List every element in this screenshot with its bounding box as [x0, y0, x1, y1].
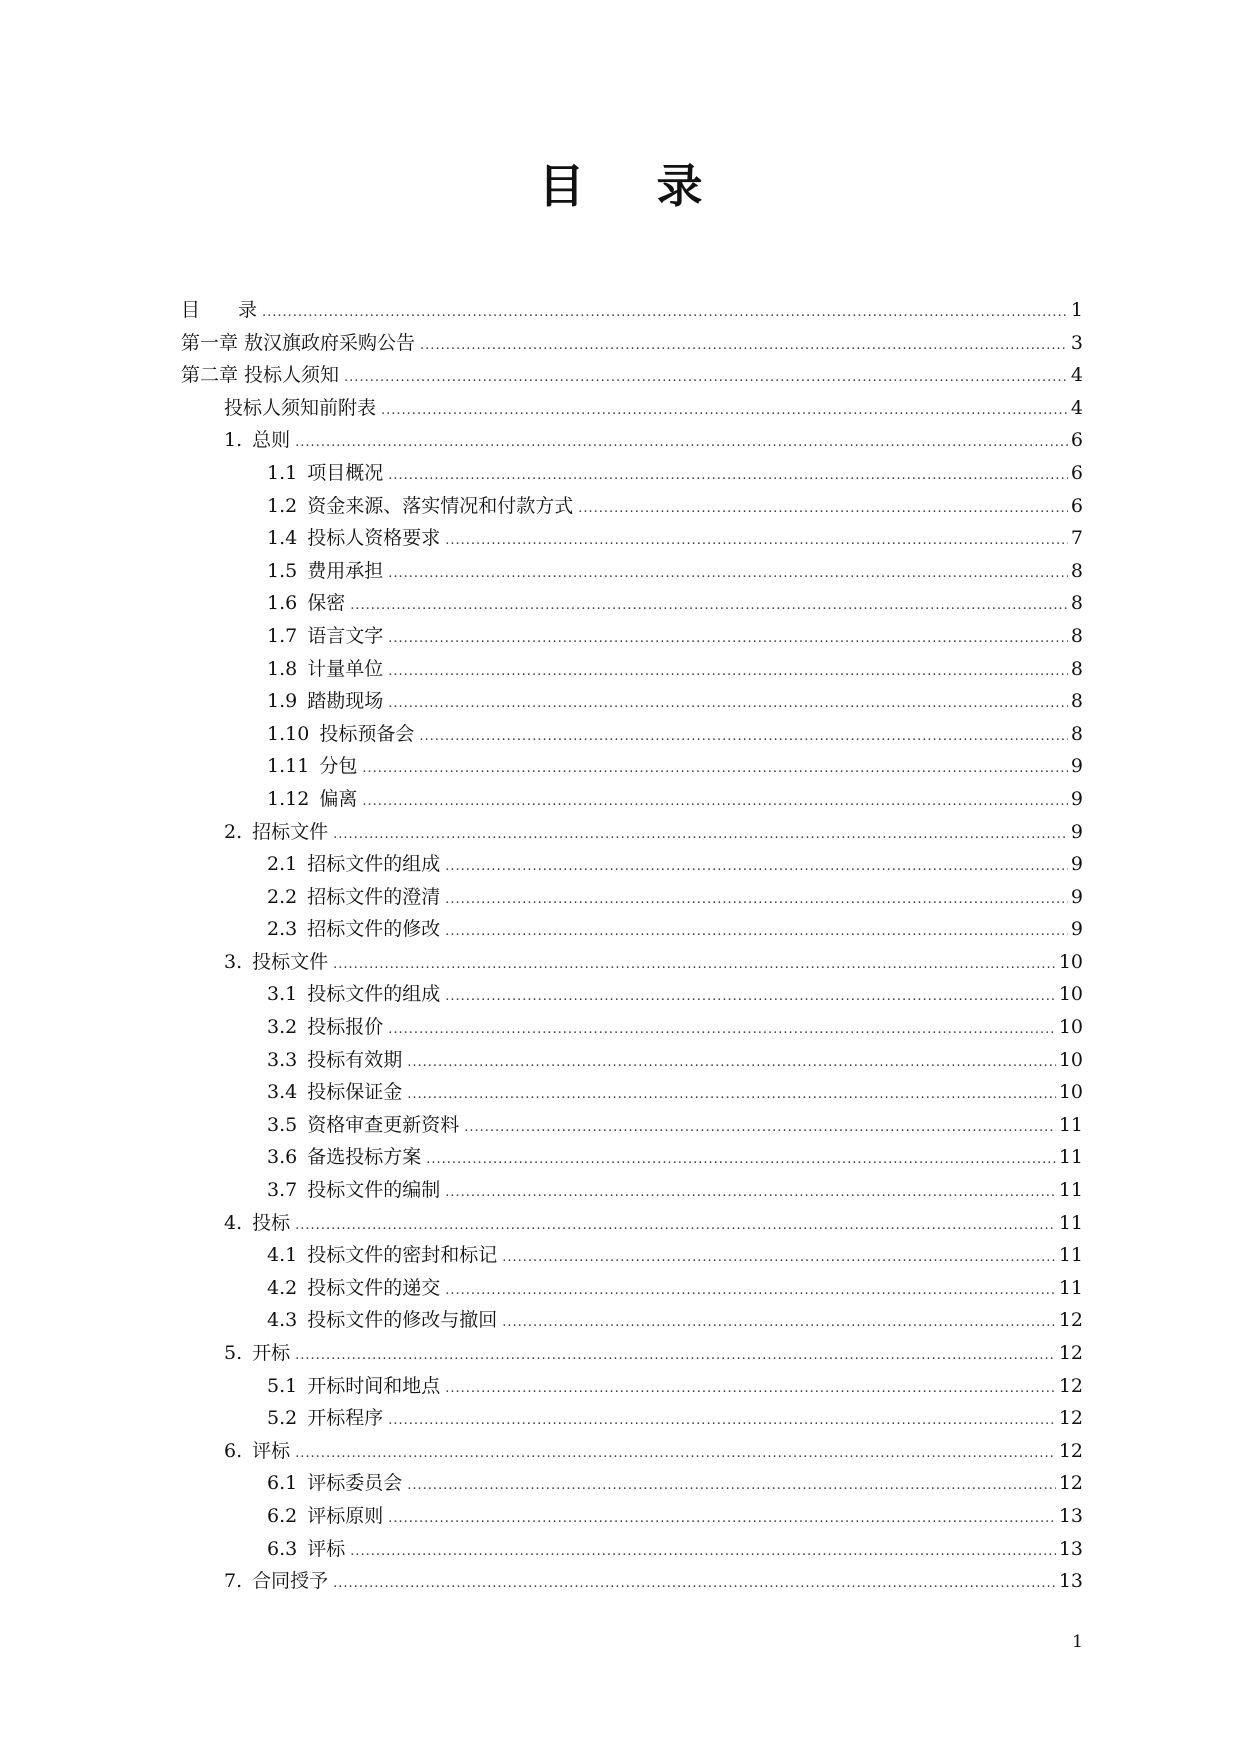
- toc-entry-title: 计量单位: [307, 657, 384, 680]
- toc-entry[interactable]: [181, 1370, 1083, 1403]
- toc-entry-number: 1.4: [267, 527, 298, 550]
- toc-entry[interactable]: [181, 1435, 1083, 1468]
- toc-entry[interactable]: [181, 1076, 1083, 1109]
- toc-entry-number: 1.12: [267, 787, 310, 810]
- toc-dot-leader: [502, 1307, 1056, 1340]
- page-number: 1: [1072, 1632, 1083, 1652]
- toc-entry-page: 11: [1058, 1146, 1083, 1169]
- toc-entry-number: 6.: [224, 1439, 243, 1462]
- toc-entry-page: 13: [1058, 1537, 1083, 1560]
- toc-entry-page: 4: [1070, 364, 1083, 387]
- toc-entry-page: 4: [1070, 396, 1083, 419]
- toc-entry[interactable]: [181, 1500, 1083, 1533]
- toc-entry-number: 3.4: [267, 1081, 298, 1104]
- toc-entry-title: 投标文件的编制: [307, 1179, 441, 1202]
- toc-entry-page: 6: [1070, 429, 1083, 452]
- toc-entry-title: 合同授予: [252, 1570, 329, 1593]
- toc-entry[interactable]: [181, 1467, 1083, 1500]
- toc-dot-leader: [333, 949, 1056, 982]
- toc-entry-title: 评标原则: [307, 1504, 384, 1527]
- toc-entry-title: 招标文件的修改: [307, 918, 441, 941]
- toc-entry-number: 3.6: [267, 1146, 298, 1169]
- toc-entry[interactable]: [181, 913, 1083, 946]
- toc-dot-leader: [295, 1210, 1056, 1243]
- toc-entry-number: 4.1: [267, 1244, 298, 1267]
- toc-entry-number: 2.3: [267, 918, 298, 941]
- toc-entry-page: 12: [1058, 1309, 1083, 1332]
- toc-entry-page: 6: [1070, 461, 1083, 484]
- toc-dot-leader: [445, 884, 1068, 917]
- toc-entry-number: 1.6: [267, 592, 298, 615]
- toc-entry-title: 投标有效期: [307, 1048, 403, 1071]
- toc-entry-number: 3.3: [267, 1048, 298, 1071]
- toc-entry[interactable]: [181, 1174, 1083, 1207]
- toc-dot-leader: [502, 1242, 1056, 1275]
- toc-entry[interactable]: [181, 1207, 1083, 1240]
- toc-entry-title: 目 录: [181, 299, 258, 321]
- toc-entry[interactable]: [181, 1272, 1083, 1305]
- toc-entry-page: 10: [1058, 1081, 1083, 1104]
- toc-entry-title: 投标文件的递交: [307, 1276, 441, 1299]
- toc-dot-leader: [445, 1275, 1056, 1308]
- toc-dot-leader: [381, 395, 1068, 428]
- toc-entry[interactable]: [181, 294, 1083, 327]
- toc-entry-number: 6.2: [267, 1504, 298, 1527]
- toc-entry[interactable]: [181, 1011, 1083, 1044]
- toc-entry[interactable]: [181, 848, 1083, 881]
- toc-entry-title: 分包: [319, 755, 358, 778]
- toc-entry-title: 备选投标方案: [307, 1146, 422, 1169]
- toc-entry-number: 2.2: [267, 885, 298, 908]
- toc-entry-title: 招标文件的组成: [307, 853, 441, 876]
- toc-dot-leader: [344, 362, 1068, 395]
- toc-entry[interactable]: [181, 457, 1083, 490]
- toc-entry-page: 7: [1070, 527, 1083, 550]
- toc-entry-title: 第一章 敖汉旗政府采购公告: [181, 331, 416, 354]
- toc-entry-number: 1.5: [267, 559, 298, 582]
- toc-entry[interactable]: [181, 1239, 1083, 1272]
- toc-entry-number: 4.3: [267, 1309, 298, 1332]
- toc-entry-page: 9: [1070, 885, 1083, 908]
- toc-dot-leader: [333, 1568, 1056, 1601]
- toc-dot-leader: [350, 1536, 1056, 1569]
- toc-entry-title: 保密: [307, 592, 346, 615]
- toc-entry[interactable]: [181, 587, 1083, 620]
- toc-entry-page: 11: [1058, 1276, 1083, 1299]
- toc-entry-number: 3.2: [267, 1016, 298, 1039]
- toc-entry-title: 第二章 投标人须知: [181, 364, 340, 387]
- toc-entry[interactable]: [181, 1044, 1083, 1077]
- toc-entry-title: 投标人资格要求: [307, 527, 441, 550]
- toc-dot-leader: [407, 1470, 1056, 1503]
- toc-dot-leader: [262, 297, 1068, 330]
- toc-entry-title: 投标文件的修改与撤回: [307, 1309, 498, 1332]
- toc-dot-leader: [464, 1112, 1056, 1145]
- toc-entry-title: 招标文件: [252, 820, 329, 843]
- toc-entry-page: 9: [1070, 755, 1083, 778]
- toc-entry-number: 1.2: [267, 494, 298, 517]
- toc-entry-number: 1.1: [267, 461, 298, 484]
- toc-dot-leader: [445, 851, 1068, 884]
- toc-entry[interactable]: [181, 555, 1083, 588]
- toc-entry-page: 12: [1058, 1439, 1083, 1462]
- toc-entry[interactable]: [181, 946, 1083, 979]
- toc-entry-title: 评标: [307, 1537, 346, 1560]
- toc-entry-page: 8: [1070, 559, 1083, 582]
- toc-entry-page: 10: [1058, 983, 1083, 1006]
- toc-dot-leader: [426, 1144, 1056, 1177]
- toc-entry-number: 3.: [224, 950, 243, 973]
- toc-dot-leader: [388, 460, 1068, 493]
- toc-entry-number: 1.: [224, 429, 243, 452]
- toc-entry-number: 5.2: [267, 1407, 298, 1430]
- toc-entry-page: 11: [1058, 1244, 1083, 1267]
- toc-entry[interactable]: [181, 359, 1083, 392]
- toc-entry-page: 11: [1058, 1211, 1083, 1234]
- toc-entry-title: 投标人须知前附表: [224, 396, 377, 419]
- page-title: 目录: [538, 159, 775, 213]
- toc-entry-page: 8: [1070, 657, 1083, 680]
- toc-entry[interactable]: [181, 1109, 1083, 1142]
- toc-entry-number: 1.10: [267, 722, 310, 745]
- toc-entry-page: 3: [1070, 331, 1083, 354]
- toc-entry-number: 7.: [224, 1570, 243, 1593]
- toc-dot-leader: [388, 688, 1068, 721]
- toc-entry[interactable]: [181, 522, 1083, 555]
- toc-entry-number: 3.5: [267, 1113, 298, 1136]
- toc-entry-page: 12: [1058, 1407, 1083, 1430]
- toc-entry[interactable]: [181, 978, 1083, 1011]
- toc-entry-page: 9: [1070, 918, 1083, 941]
- table-of-contents: [181, 294, 1083, 1598]
- toc-entry-page: 8: [1070, 592, 1083, 615]
- toc-entry-title: 语言文字: [307, 624, 384, 647]
- toc-entry[interactable]: [181, 750, 1083, 783]
- toc-entry[interactable]: [181, 1337, 1083, 1370]
- toc-entry-page: 9: [1070, 853, 1083, 876]
- toc-entry-page: 8: [1070, 690, 1083, 713]
- toc-entry-title: 评标委员会: [307, 1472, 403, 1495]
- toc-dot-leader: [362, 753, 1068, 786]
- toc-dot-leader: [295, 427, 1068, 460]
- toc-entry-page: 13: [1058, 1570, 1083, 1593]
- toc-entry[interactable]: [181, 620, 1083, 653]
- toc-entry-number: 3.7: [267, 1179, 298, 1202]
- toc-entry-number: 2.: [224, 820, 243, 843]
- toc-entry-number: 5.: [224, 1342, 243, 1364]
- toc-entry-title: 踏勘现场: [307, 690, 384, 713]
- toc-entry-title: 投标报价: [307, 1016, 384, 1039]
- toc-dot-leader: [407, 1079, 1056, 1112]
- toc-dot-leader: [578, 493, 1068, 526]
- toc-dot-leader: [388, 623, 1068, 656]
- toc-entry-title: 投标: [252, 1211, 291, 1234]
- toc-dot-leader: [388, 1405, 1056, 1438]
- toc-entry[interactable]: [181, 490, 1083, 523]
- toc-entry[interactable]: [181, 1304, 1083, 1337]
- toc-entry-title: 资格审查更新资料: [307, 1113, 460, 1136]
- toc-entry-number: 2.1: [267, 853, 298, 876]
- toc-entry-number: 3.1: [267, 983, 298, 1006]
- toc-entry[interactable]: [181, 718, 1083, 751]
- toc-dot-leader: [350, 590, 1068, 623]
- toc-entry[interactable]: [181, 392, 1083, 425]
- toc-dot-leader: [445, 916, 1068, 949]
- toc-entry-title: 投标文件的组成: [307, 983, 441, 1006]
- toc-entry-page: 11: [1058, 1179, 1083, 1202]
- toc-dot-leader: [420, 330, 1068, 363]
- toc-dot-leader: [295, 1438, 1056, 1471]
- toc-entry-title: 开标程序: [307, 1407, 384, 1430]
- toc-entry-page: 10: [1058, 1048, 1083, 1071]
- toc-entry[interactable]: [181, 1141, 1083, 1174]
- toc-entry-number: 6.1: [267, 1472, 298, 1495]
- toc-dot-leader: [388, 1014, 1056, 1047]
- toc-entry-page: 10: [1058, 950, 1083, 973]
- toc-entry-page: 12: [1058, 1342, 1083, 1364]
- toc-entry-page: 12: [1058, 1374, 1083, 1397]
- toc-entry[interactable]: [181, 783, 1083, 816]
- toc-dot-leader: [333, 819, 1068, 852]
- toc-dot-leader: [445, 1373, 1056, 1406]
- toc-dot-leader: [388, 558, 1068, 591]
- toc-entry[interactable]: [181, 881, 1083, 914]
- toc-entry-title: 投标文件的密封和标记: [307, 1244, 498, 1267]
- toc-dot-leader: [362, 786, 1068, 819]
- toc-entry-title: 开标: [252, 1342, 291, 1364]
- toc-entry[interactable]: [181, 1533, 1083, 1566]
- toc-entry-page: 13: [1058, 1504, 1083, 1527]
- toc-entry-title: 开标时间和地点: [307, 1374, 441, 1397]
- toc-entry[interactable]: [181, 327, 1083, 360]
- toc-entry-page: 12: [1058, 1472, 1083, 1495]
- toc-dot-leader: [419, 721, 1068, 754]
- toc-dot-leader: [445, 981, 1056, 1014]
- toc-entry-page: 6: [1070, 494, 1083, 517]
- toc-entry-title: 投标预备会: [319, 722, 415, 745]
- toc-entry[interactable]: [181, 1402, 1083, 1435]
- toc-entry-page: 1: [1070, 299, 1083, 321]
- toc-dot-leader: [407, 1047, 1056, 1080]
- toc-dot-leader: [295, 1340, 1056, 1373]
- toc-entry-page: 9: [1070, 820, 1083, 843]
- toc-entry-page: 9: [1070, 787, 1083, 810]
- toc-entry-number: 1.7: [267, 624, 298, 647]
- toc-entry-page: 11: [1058, 1113, 1083, 1136]
- toc-entry-page: 10: [1058, 1016, 1083, 1039]
- toc-entry-number: 6.3: [267, 1537, 298, 1560]
- toc-entry[interactable]: [181, 816, 1083, 849]
- toc-entry-title: 偏离: [319, 787, 358, 810]
- toc-dot-leader: [445, 525, 1068, 558]
- toc-entry[interactable]: [181, 653, 1083, 686]
- toc-entry[interactable]: [181, 685, 1083, 718]
- toc-entry-number: 4.: [224, 1211, 243, 1234]
- toc-entry-title: 投标文件: [252, 950, 329, 973]
- toc-entry[interactable]: [181, 424, 1083, 457]
- toc-entry-title: 总则: [252, 429, 291, 452]
- toc-entry-title: 投标保证金: [307, 1081, 403, 1104]
- toc-entry-number: 1.8: [267, 657, 298, 680]
- toc-entry-title: 资金来源、落实情况和付款方式: [307, 494, 574, 517]
- toc-entry-title: 评标: [252, 1439, 291, 1462]
- toc-entry-page: 8: [1070, 624, 1083, 647]
- toc-entry-title: 费用承担: [307, 559, 384, 582]
- toc-entry-number: 1.9: [267, 690, 298, 713]
- toc-entry-number: 1.11: [267, 755, 310, 778]
- toc-dot-leader: [388, 656, 1068, 689]
- toc-entry-number: 5.1: [267, 1374, 298, 1397]
- toc-dot-leader: [388, 1503, 1056, 1536]
- toc-entry-title: 招标文件的澄清: [307, 885, 441, 908]
- toc-entry-number: 4.2: [267, 1276, 298, 1299]
- toc-entry-title: 项目概况: [307, 461, 384, 484]
- toc-entry-page: 8: [1070, 722, 1083, 745]
- toc-entry[interactable]: [181, 1565, 1083, 1598]
- toc-dot-leader: [445, 1177, 1056, 1210]
